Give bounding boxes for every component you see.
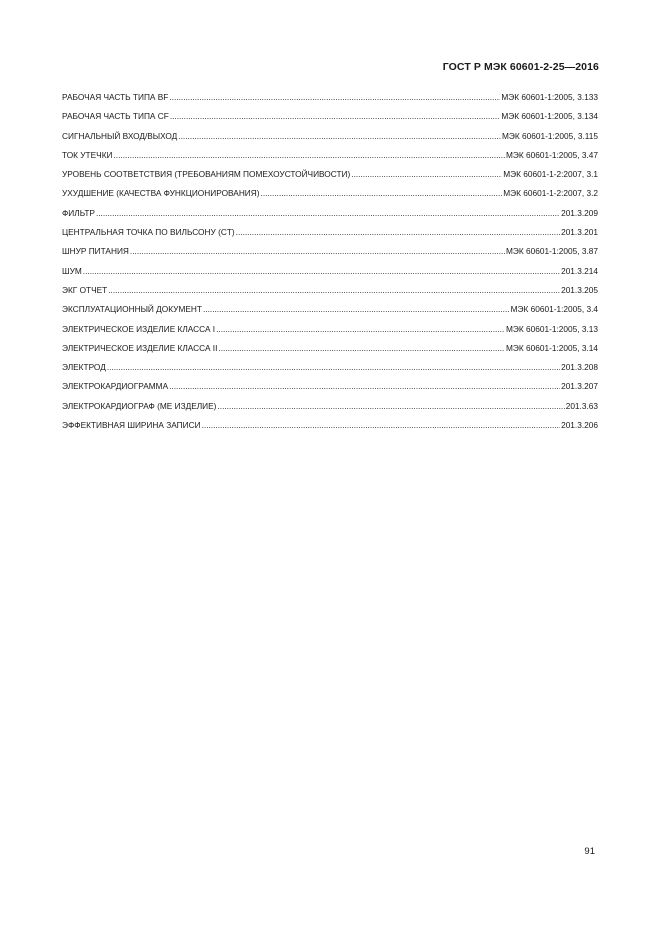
entry-term: ТОК УТЕЧКИ xyxy=(62,149,113,160)
dot-leader xyxy=(203,300,510,319)
entry-term: ЭКГ ОТЧЕТ xyxy=(62,284,108,295)
dot-leader xyxy=(83,262,560,281)
dot-leader xyxy=(217,397,564,416)
page-number: 91 xyxy=(584,846,595,857)
entry-reference: МЭК 60601-1:2005, 3.134 xyxy=(501,111,598,122)
dot-leader xyxy=(114,146,506,165)
index-entry xyxy=(62,397,598,416)
index-entry xyxy=(62,281,598,300)
entry-reference: 201.3.201 xyxy=(561,227,598,238)
dot-leader xyxy=(261,184,503,203)
entry-term: ЭЛЕКТРИЧЕСКОЕ ИЗДЕЛИЕ КЛАССА I xyxy=(62,323,216,334)
entry-term: ШНУР ПИТАНИЯ xyxy=(62,246,129,257)
dot-leader xyxy=(96,204,560,223)
entry-reference: 201.3.207 xyxy=(561,381,598,392)
dot-leader xyxy=(108,281,560,300)
dot-leader xyxy=(216,320,505,339)
entry-term: ФИЛЬТР xyxy=(62,207,95,218)
entry-term: СИГНАЛЬНЫЙ ВХОД/ВЫХОД xyxy=(62,130,178,141)
entry-term: УХУДШЕНИЕ (КАЧЕСТВА ФУНКЦИОНИРОВАНИЯ) xyxy=(62,188,260,199)
index-entry xyxy=(62,320,598,339)
index-entry xyxy=(62,242,598,261)
index-entry xyxy=(62,127,598,146)
entry-reference: МЭК 60601-1:2005, 3.14 xyxy=(506,342,598,353)
entry-reference: МЭК 60601-1:2005, 3.115 xyxy=(502,130,598,141)
entry-term: ЭФФЕКТИВНАЯ ШИРИНА ЗАПИСИ xyxy=(62,420,201,431)
entry-reference: 201.3.209 xyxy=(561,207,598,218)
entry-reference: МЭК 60601-1:2005, 3.47 xyxy=(506,149,598,160)
index-entry xyxy=(62,377,598,396)
index-entry xyxy=(62,223,598,242)
entry-reference: МЭК 60601-1:2005, 3.13 xyxy=(506,323,598,334)
entry-reference: 201.3.63 xyxy=(565,400,598,411)
dot-leader xyxy=(236,223,560,242)
index-entry xyxy=(62,204,598,223)
index-entry xyxy=(62,339,598,358)
entry-term: ЭЛЕКТРОД xyxy=(62,362,106,373)
index-entry xyxy=(62,88,598,107)
dot-leader xyxy=(202,416,561,435)
entry-term: УРОВЕНЬ СООТВЕТСТВИЯ (ТРЕБОВАНИЯМ ПОМЕХОУСТОЙЧИВОСТИ) xyxy=(62,169,351,180)
entry-term: ЭЛЕКТРОКАРДИОГРАФ (МЕ ИЗДЕЛИЕ) xyxy=(62,400,217,411)
index-entry xyxy=(62,146,598,165)
dot-leader xyxy=(169,377,560,396)
entry-term: ЭЛЕКТРОКАРДИОГРАММА xyxy=(62,381,169,392)
index-entry xyxy=(62,262,598,281)
terms-index xyxy=(62,88,598,435)
entry-term: ЦЕНТРАЛЬНАЯ ТОЧКА ПО ВИЛЬСОНУ (CT) xyxy=(62,227,235,238)
dot-leader xyxy=(130,242,505,261)
entry-term: РАБОЧАЯ ЧАСТЬ ТИПА CF xyxy=(62,111,169,122)
entry-reference: МЭК 60601-1-2:2007, 3.2 xyxy=(503,188,598,199)
entry-reference: 201.3.206 xyxy=(561,420,598,431)
document-header: ГОСТ Р МЭК 60601-2-25—2016 xyxy=(442,61,599,73)
entry-reference: МЭК 60601-1:2005, 3.87 xyxy=(506,246,598,257)
entry-term: ЭКСПЛУАТАЦИОННЫЙ ДОКУМЕНТ xyxy=(62,304,202,315)
index-entry xyxy=(62,300,598,319)
entry-reference: МЭК 60601-1:2005, 3.4 xyxy=(510,304,598,315)
entry-term: ЭЛЕКТРИЧЕСКОЕ ИЗДЕЛИЕ КЛАССА II xyxy=(62,342,218,353)
dot-leader xyxy=(169,88,500,107)
entry-reference: МЭК 60601-1:2005, 3.133 xyxy=(501,92,598,102)
entry-term: РАБОЧАЯ ЧАСТЬ ТИПА BF xyxy=(62,92,169,102)
entry-reference: 201.3.214 xyxy=(561,265,598,276)
entry-reference: 201.3.208 xyxy=(561,362,598,373)
entry-term: ШУМ xyxy=(62,265,82,276)
index-entry xyxy=(62,107,598,126)
index-entry xyxy=(62,358,598,377)
index-entry xyxy=(62,184,598,203)
entry-reference: МЭК 60601-1-2:2007, 3.1 xyxy=(503,169,598,180)
entry-reference: 201.3.205 xyxy=(561,284,598,295)
dot-leader xyxy=(218,339,505,358)
dot-leader xyxy=(178,127,501,146)
dot-leader xyxy=(351,165,502,184)
index-entry xyxy=(62,165,598,184)
index-entry xyxy=(62,416,598,435)
dot-leader xyxy=(107,358,560,377)
dot-leader xyxy=(170,107,501,126)
